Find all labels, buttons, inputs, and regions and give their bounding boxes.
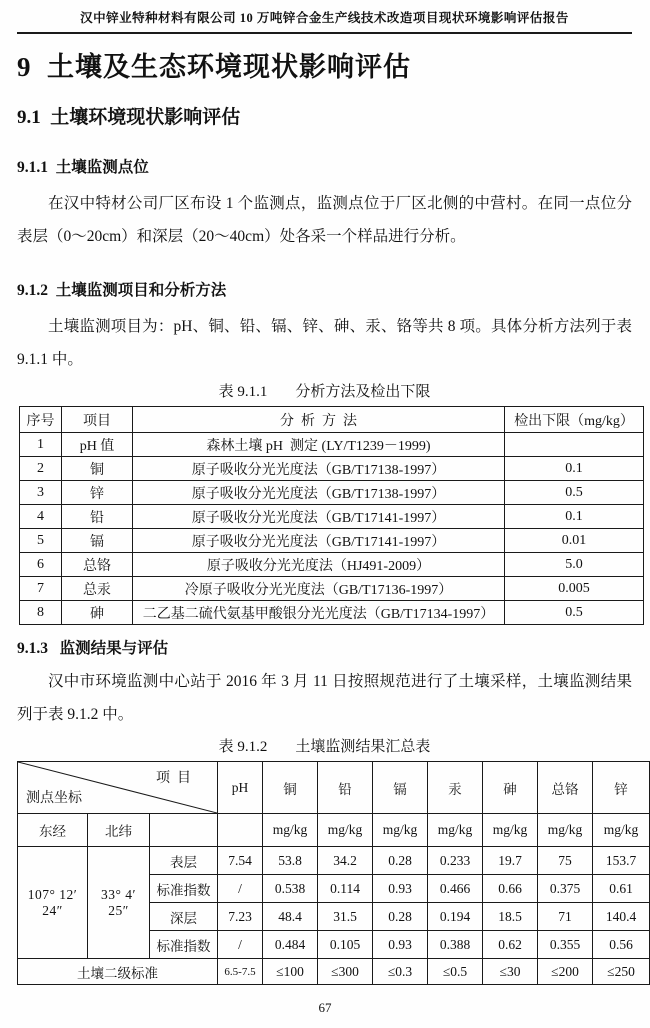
unit-cell: mg/kg [593, 814, 650, 847]
col-header-longitude: 东经 [18, 814, 88, 847]
table2-caption [17, 736, 632, 758]
table-header-row [20, 407, 644, 433]
table-row [20, 457, 644, 481]
cell-limit [505, 433, 644, 457]
value-cell: 0.538 [263, 875, 318, 903]
table1-caption [17, 381, 632, 403]
layer-label: 标准指数 [150, 931, 218, 959]
table1-caption-title: 分析方法及检出下限 [295, 384, 431, 400]
col-header-method: 分 析 方 法 [133, 407, 505, 433]
value-cell: 6.5-7.5 [218, 959, 263, 985]
cell-index: 2 [20, 457, 62, 481]
table2-caption-label: 表 9.1.2 [218, 739, 268, 755]
table-row [20, 577, 644, 601]
value-cell: 31.5 [318, 903, 373, 931]
cell-item: 锌 [62, 481, 133, 505]
paragraph-monitoring-items: 土壤监测项目为：pH、铜、铅、镉、锌、砷、汞、铬等共 8 项。具体分析方法列于表 9.1.1 中。 [17, 318, 632, 368]
value-cell: ≤250 [593, 959, 650, 985]
value-cell: 153.7 [593, 847, 650, 875]
value-cell: 0.484 [263, 931, 318, 959]
value-cell: 19.7 [483, 847, 538, 875]
table-row [20, 529, 644, 553]
layer-label: 标准指数 [150, 875, 218, 903]
cell-limit: 0.01 [505, 529, 644, 553]
value-cell: 0.93 [373, 875, 428, 903]
cell-limit: 5.0 [505, 553, 644, 577]
value-cell: ≤30 [483, 959, 538, 985]
col-header-pb: 铅 [318, 762, 373, 814]
value-cell: 0.375 [538, 875, 593, 903]
col-header-ph: pH [218, 762, 263, 814]
cell-limit: 0.1 [505, 505, 644, 529]
table-header-row-2 [18, 814, 650, 847]
col-header-latitude: 北纬 [88, 814, 150, 847]
value-cell: 53.8 [263, 847, 318, 875]
cell-method: 原子吸收分光光度法（GB/T17141-1997） [133, 505, 505, 529]
unit-cell: mg/kg [373, 814, 428, 847]
table-row [20, 505, 644, 529]
table-row [20, 601, 644, 625]
page-number: 67 [318, 1000, 332, 1015]
cell-limit: 0.005 [505, 577, 644, 601]
diagonal-label-item: 项 目 [156, 771, 192, 786]
value-cell: 0.388 [428, 931, 483, 959]
cell-index: 8 [20, 601, 62, 625]
value-cell: ≤0.3 [373, 959, 428, 985]
cell-index: 1 [20, 433, 62, 457]
value-cell: ≤0.5 [428, 959, 483, 985]
paragraph-monitoring-results: 汉中市环境监测中心站于 2016 年 3 月 11 日按照规范进行了土壤采样，土壤监测结果列于表 9.1.2 中。 [17, 673, 632, 723]
cell-item: 总铬 [62, 553, 133, 577]
value-cell: 0.28 [373, 847, 428, 875]
cell-limit: 0.1 [505, 457, 644, 481]
value-cell: 0.105 [318, 931, 373, 959]
value-cell: 7.23 [218, 903, 263, 931]
subsection-title-9-1-1: 9.1.1 土壤监测点位 [17, 159, 149, 176]
col-header-hg: 汞 [428, 762, 483, 814]
table-header-row-1 [18, 762, 650, 814]
longitude-value: 107° 12′ 24″ [18, 847, 88, 959]
table-row [20, 481, 644, 505]
diagonal-label-coords: 测点坐标 [26, 791, 82, 806]
value-cell: 0.61 [593, 875, 650, 903]
cell-method: 原子吸收分光光度法（GB/T17138-1997） [133, 481, 505, 505]
table2-caption-title: 土壤监测结果汇总表 [295, 739, 431, 755]
unit-cell: mg/kg [263, 814, 318, 847]
layer-label: 深层 [150, 903, 218, 931]
value-cell: 140.4 [593, 903, 650, 931]
table-row-standard [18, 959, 650, 985]
unit-cell: mg/kg [428, 814, 483, 847]
empty-cell [150, 814, 218, 847]
unit-cell: mg/kg [318, 814, 373, 847]
cell-item: 铅 [62, 505, 133, 529]
value-cell: 0.466 [428, 875, 483, 903]
cell-method: 原子吸收分光光度法（GB/T17138-1997） [133, 457, 505, 481]
value-cell: 0.194 [428, 903, 483, 931]
col-header-cd: 镉 [373, 762, 428, 814]
latitude-value: 33° 4′ 25″ [88, 847, 150, 959]
cell-limit: 0.5 [505, 481, 644, 505]
standard-label: 土壤二级标准 [18, 959, 218, 985]
value-cell: 0.62 [483, 931, 538, 959]
cell-method: 原子吸收分光光度法（GB/T17141-1997） [133, 529, 505, 553]
chapter-title: 9 土壤及生态环境现状影响评估 [17, 52, 411, 82]
diagonal-header-cell [18, 762, 218, 814]
col-header-item: 项目 [62, 407, 133, 433]
cell-method: 森林土壤 pH 测定 (LY/T1239－1999) [133, 433, 505, 457]
cell-item: 砷 [62, 601, 133, 625]
cell-method: 冷原子吸收分光光度法（GB/T17136-1997） [133, 577, 505, 601]
cell-index: 3 [20, 481, 62, 505]
value-cell: 18.5 [483, 903, 538, 931]
unit-cell: mg/kg [538, 814, 593, 847]
value-cell: / [218, 931, 263, 959]
subsection-title-9-1-3: 9.1.3 监测结果与评估 [17, 640, 169, 657]
soil-results-table [17, 761, 650, 985]
cell-method: 原子吸收分光光度法（HJ491-2009） [133, 553, 505, 577]
value-cell: 34.2 [318, 847, 373, 875]
value-cell: 0.28 [373, 903, 428, 931]
analysis-method-table [19, 406, 644, 625]
value-cell: 7.54 [218, 847, 263, 875]
value-cell: 0.355 [538, 931, 593, 959]
value-cell: 0.114 [318, 875, 373, 903]
cell-method: 二乙基二硫代氨基甲酸银分光光度法（GB/T17134-1997） [133, 601, 505, 625]
subsection-title-9-1-2: 9.1.2 土壤监测项目和分析方法 [17, 282, 227, 299]
cell-index: 4 [20, 505, 62, 529]
value-cell: / [218, 875, 263, 903]
value-cell: 0.56 [593, 931, 650, 959]
col-header-cr: 总铬 [538, 762, 593, 814]
cell-index: 5 [20, 529, 62, 553]
col-header-cu: 铜 [263, 762, 318, 814]
table-row [20, 433, 644, 457]
cell-index: 6 [20, 553, 62, 577]
col-header-index: 序号 [20, 407, 62, 433]
cell-item: 铜 [62, 457, 133, 481]
table-row [20, 553, 644, 577]
value-cell: 48.4 [263, 903, 318, 931]
value-cell: 0.233 [428, 847, 483, 875]
cell-item: 镉 [62, 529, 133, 553]
paragraph-monitoring-point: 在汉中特材公司厂区布设 1 个监测点，监测点位于厂区北侧的中营村。在同一点位分表层（0～20cm）和深层（20～40cm）处各采一个样品进行分析。 [17, 195, 632, 245]
unit-cell: mg/kg [483, 814, 538, 847]
cell-limit: 0.5 [505, 601, 644, 625]
value-cell: ≤100 [263, 959, 318, 985]
cell-item: 总汞 [62, 577, 133, 601]
table1-caption-label: 表 9.1.1 [218, 384, 268, 400]
col-header-zn: 锌 [593, 762, 650, 814]
value-cell: 0.66 [483, 875, 538, 903]
cell-index: 7 [20, 577, 62, 601]
running-header: 汉中锌业特种材料有限公司 10 万吨锌合金生产线技术改造项目现状环境影响评估报告 [17, 8, 632, 34]
cell-item: pH 值 [62, 433, 133, 457]
value-cell: ≤200 [538, 959, 593, 985]
value-cell: ≤300 [318, 959, 373, 985]
col-header-as: 砷 [483, 762, 538, 814]
value-cell: 71 [538, 903, 593, 931]
section-title-9-1: 9.1 土壤环境现状影响评估 [17, 107, 241, 128]
col-header-detection-limit: 检出下限（mg/kg） [505, 407, 644, 433]
layer-label: 表层 [150, 847, 218, 875]
value-cell: 75 [538, 847, 593, 875]
value-cell: 0.93 [373, 931, 428, 959]
table-row-surface [18, 847, 650, 875]
empty-cell [218, 814, 263, 847]
